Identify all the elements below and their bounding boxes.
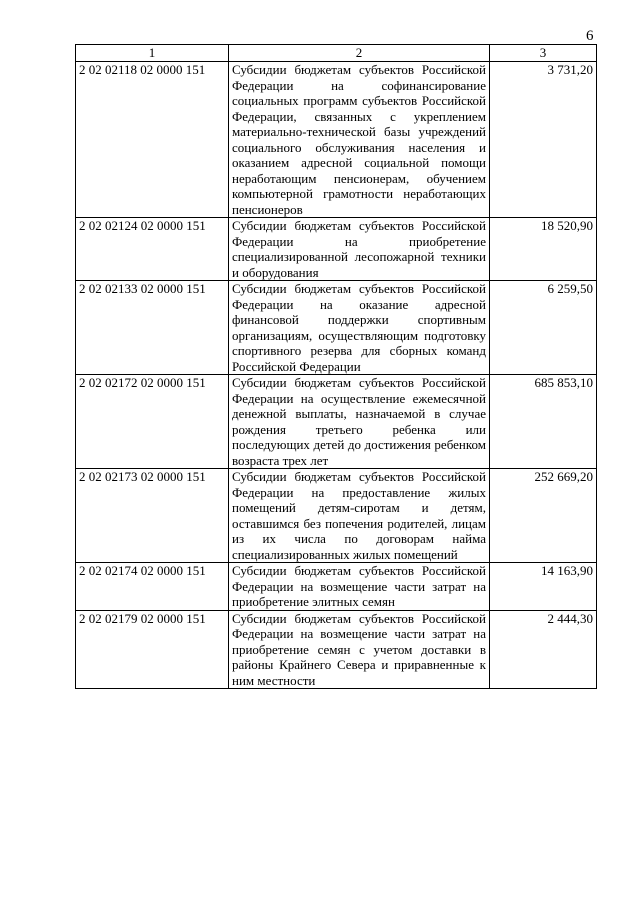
row-amount: 3 731,20: [490, 62, 597, 218]
row-code: 2 02 02179 02 0000 151: [76, 610, 229, 689]
row-code: 2 02 02133 02 0000 151: [76, 281, 229, 375]
row-amount: 14 163,90: [490, 563, 597, 611]
table-row: [76, 375, 597, 469]
row-description: Субсидии бюджетам субъектов Российской Федерации на предоставление жилых помещений детям-сиротам и детям, оставшимся без попечения родителей, лицам из их числа по договорам найма специализированных жилых помещений: [229, 469, 490, 563]
row-description: Субсидии бюджетам субъектов Российской Федерации на оказание адресной финансовой поддержки спортивным организациям, осуществляющим подготовку спортивного резерва для сборных команд Российской Федерации: [229, 281, 490, 375]
table-header-row: [76, 45, 597, 62]
column-header-code: 1: [76, 45, 229, 62]
row-amount: 18 520,90: [490, 218, 597, 281]
budget-table: [75, 44, 597, 689]
column-header-amount: 3: [490, 45, 597, 62]
row-code: 2 02 02172 02 0000 151: [76, 375, 229, 469]
table-row: [76, 469, 597, 563]
row-amount: 685 853,10: [490, 375, 597, 469]
table-row: [76, 62, 597, 218]
row-amount: 252 669,20: [490, 469, 597, 563]
row-code: 2 02 02174 02 0000 151: [76, 563, 229, 611]
row-description: Субсидии бюджетам субъектов Российской Федерации на осуществление ежемесячной денежной выплаты, назначаемой в случае рождения третьего ребенка или последующих детей до достижения ребенком возраста трех лет: [229, 375, 490, 469]
row-code: 2 02 02173 02 0000 151: [76, 469, 229, 563]
row-description: Субсидии бюджетам субъектов Российской Федерации на софинансирование социальных программ субъектов Российской Федерации, связанных с укреплением материально-технической базы учреждений социального обслуживания населения и оказанием адресной социальной помощи неработающим пенсионерам, обучением компьютерной грамотности неработающих пенсионеров: [229, 62, 490, 218]
row-amount: 2 444,30: [490, 610, 597, 689]
column-header-description: 2: [229, 45, 490, 62]
table-row: [76, 218, 597, 281]
table-row: [76, 610, 597, 689]
table-row: [76, 563, 597, 611]
row-amount: 6 259,50: [490, 281, 597, 375]
page-number: 6: [586, 28, 594, 44]
row-description: Субсидии бюджетам субъектов Российской Федерации на возмещение части затрат на приобретение семян с учетом доставки в районы Крайнего Севера и приравненные к ним местности: [229, 610, 490, 689]
row-code: 2 02 02118 02 0000 151: [76, 62, 229, 218]
row-description: Субсидии бюджетам субъектов Российской Федерации на приобретение специализированной лесопожарной техники и оборудования: [229, 218, 490, 281]
row-code: 2 02 02124 02 0000 151: [76, 218, 229, 281]
row-description: Субсидии бюджетам субъектов Российской Федерации на возмещение части затрат на приобретение элитных семян: [229, 563, 490, 611]
table-row: [76, 281, 597, 375]
